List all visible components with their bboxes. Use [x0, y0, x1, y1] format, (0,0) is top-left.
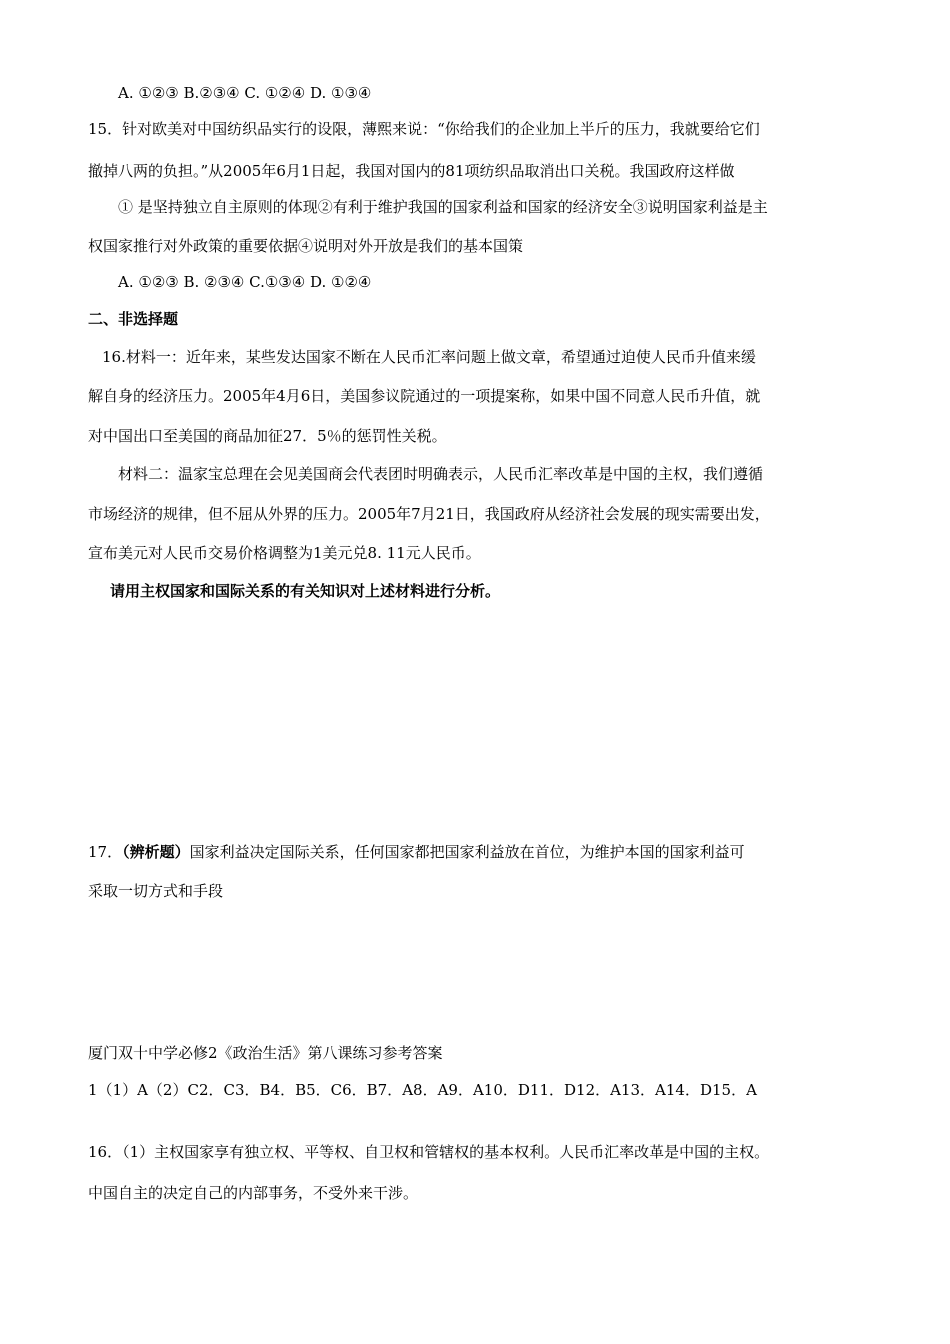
q15-options: A. ①②③ B. ②③④ C.①③④ D. ①②④ — [118, 273, 372, 291]
q16-question: 请用主权国家和国际关系的有关知识对上述材料进行分析。 — [110, 582, 501, 600]
section-heading: 二、非选择题 — [88, 310, 179, 328]
q16-material2-line-3: 宣布美元对人民币交易价格调整为1美元兑8. 11元人民币。 — [88, 544, 481, 562]
q17-number: 17． — [88, 843, 123, 861]
q17-tag: （辨析题） — [122, 843, 190, 861]
q16-material1-line-3: 对中国出口至美国的商品加征27．5％的惩罚性关税。 — [88, 427, 447, 445]
answers-16-line-1: 16．（1）主权国家享有独立权、平等权、自卫权和管辖权的基本权利。人民币汇率改革是中国的主权。 — [88, 1143, 770, 1161]
q16-material2-line-1: 材料二：温家宝总理在会见美国商会代表团时明确表示，人民币汇率改革是中国的主权，我们遵循 — [118, 465, 764, 483]
q17-line-2: 采取一切方式和手段 — [88, 882, 224, 900]
q15-stem-line-2: 撤掉八两的负担。”从2005年6月1日起，我国对国内的81项纺织品取消出口关税。我国政府这样做 — [88, 162, 735, 180]
q14-options: A. ①②③ B.②③④ C. ①②④ D. ①③④ — [118, 84, 372, 102]
q16-material1-line-1: 16.材料一：近年来，某些发达国家不断在人民币汇率问题上做文章，希望通过迫使人民币升值来缓 — [102, 348, 756, 366]
q15-stem-line-1: 15．针对欧美对中国纺织品实行的设限，薄熙来说：“你给我们的企业加上半斤的压力，我就要给它们 — [88, 120, 760, 138]
q15-statements-line-2: 权国家推行对外政策的重要依据④说明对外开放是我们的基本国策 — [88, 237, 524, 255]
answers-title: 厦门双十中学必修2《政治生活》第八课练习参考答案 — [88, 1044, 443, 1062]
answers-16-line-2: 中国自主的决定自己的内部事务，不受外来干涉。 — [88, 1184, 419, 1202]
q15-statements-line-1: ① 是坚持独立自主原则的体现②有利于维护我国的国家利益和国家的经济安全③说明国家利益是主 — [118, 198, 768, 216]
q17-statement: 国家利益决定国际关系，任何国家都把国家利益放在首位，为维护本国的国家利益可 — [189, 843, 745, 861]
answers-mc-line: 1（1）A（2）C2．C3．B4．B5．C6．B7．A8．A9．A10．D11．D12．A13．A14．D15．A — [88, 1081, 757, 1099]
q17-line-1 — [88, 842, 745, 862]
q16-material2-line-2: 市场经济的规律，但不屈从外界的压力。2005年7月21日，我国政府从经济社会发展的现实需要出发， — [88, 505, 770, 523]
q16-material1-line-2: 解自身的经济压力。2005年4月6日，美国参议院通过的一项提案称，如果中国不同意人民币升值，就 — [88, 387, 761, 405]
